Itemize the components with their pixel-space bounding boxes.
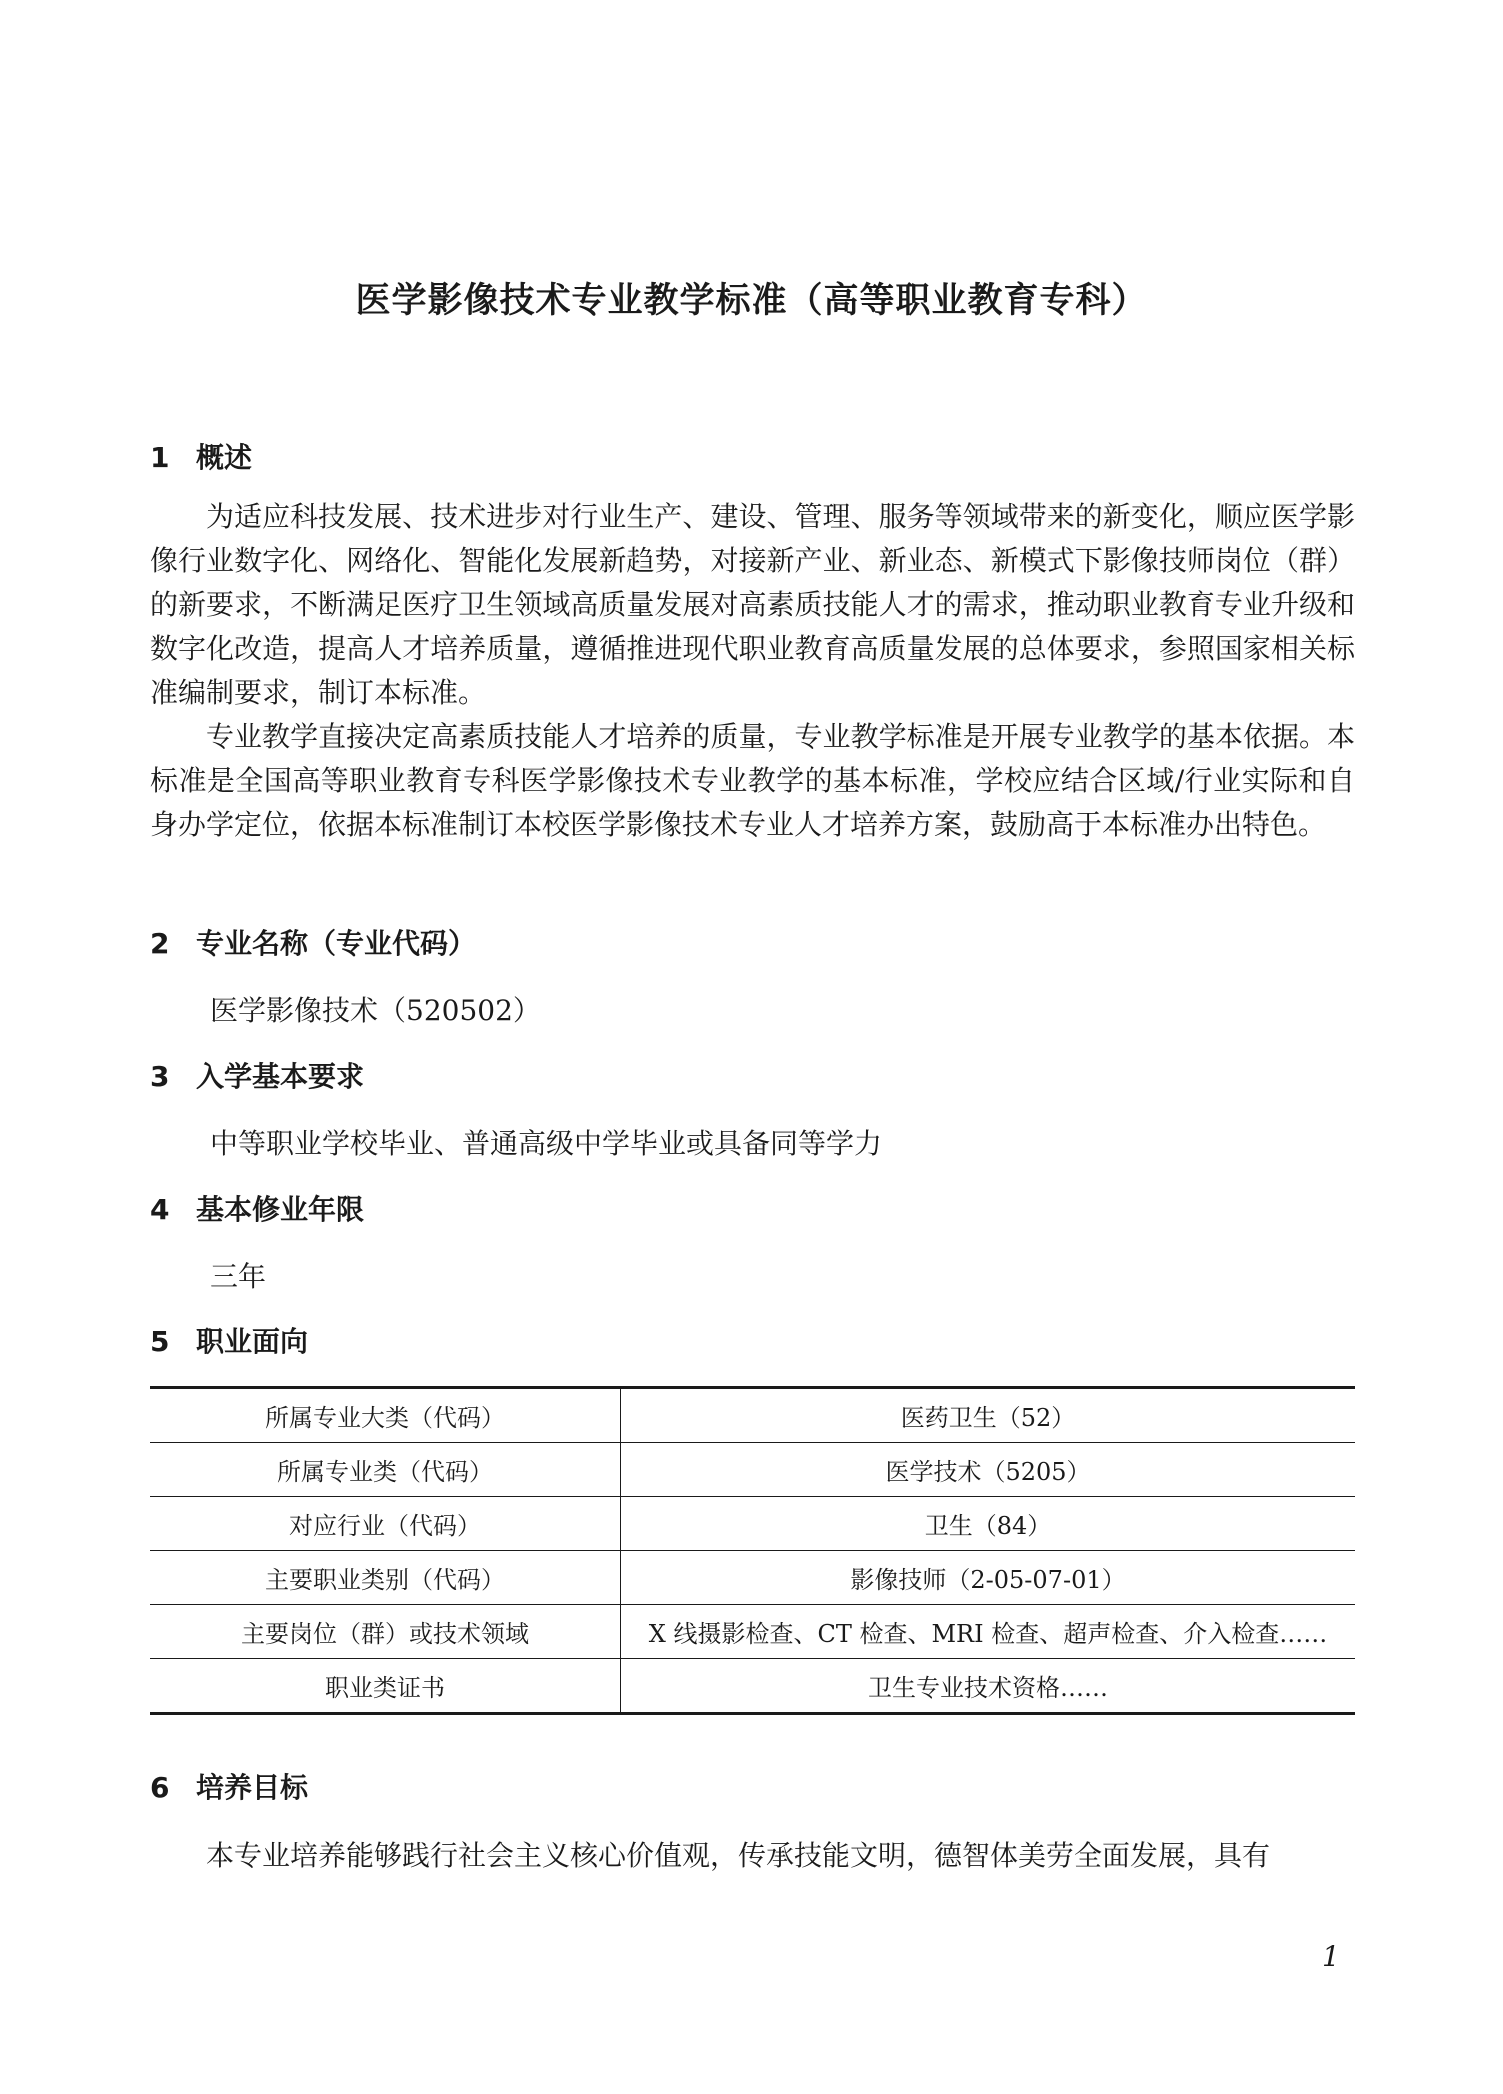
table-cell-value: X 线摄影检查、CT 检查、MRI 检查、超声检查、介入检查…… <box>621 1605 1356 1659</box>
section-6-paragraph-1: 本专业培养能够践行社会主义核心价值观，传承技能文明，德智体美劳全面发展，具有 <box>206 1839 1271 1872</box>
table-cell-label: 所属专业类（代码） <box>150 1443 621 1497</box>
section-4-title: 基本修业年限 <box>196 1193 365 1226</box>
page-number: 1 <box>1322 1940 1340 1973</box>
section-5-number: 5 <box>150 1325 170 1358</box>
section-2-content: 医学影像技术（520502） <box>210 994 541 1027</box>
section-2-number: 2 <box>150 927 170 960</box>
table-row <box>150 1388 1355 1443</box>
section-6-heading <box>150 1768 308 1808</box>
table-cell-label: 主要职业类别（代码） <box>150 1551 621 1605</box>
section-1-title: 概述 <box>196 441 253 474</box>
section-3-number: 3 <box>150 1060 170 1093</box>
table-cell-value: 医药卫生（52） <box>900 1404 1076 1432</box>
table-cell-value: 医学技术（5205） <box>621 1443 1356 1497</box>
document-title: 医学影像技术专业教学标准（高等职业教育专科） <box>355 280 1148 321</box>
section-1-number: 1 <box>150 441 170 474</box>
section-4-content: 三年 <box>210 1260 267 1293</box>
section-6-number: 6 <box>150 1771 170 1804</box>
table-cell-label: 对应行业（代码） <box>150 1497 621 1551</box>
table-cell-value: 卫生（84） <box>621 1497 1356 1551</box>
table-cell-label: 主要岗位（群）或技术领域 <box>150 1605 621 1659</box>
table-cell-label: 所属专业大类（代码） <box>150 1388 621 1443</box>
section-3-content: 中等职业学校毕业、普通高级中学毕业或具备同等学力 <box>210 1127 883 1160</box>
table-cell-label: 职业类证书 <box>150 1659 621 1714</box>
section-5-heading <box>150 1322 308 1362</box>
table-row <box>150 1659 1355 1714</box>
table-row <box>150 1551 1355 1605</box>
career-orientation-table <box>150 1386 1355 1715</box>
section-3-title: 入学基本要求 <box>196 1060 365 1093</box>
section-2-heading <box>150 924 476 964</box>
section-2-title: 专业名称（专业代码） <box>196 927 477 960</box>
table-cell-value: 卫生专业技术资格…… <box>621 1659 1356 1714</box>
section-1-heading <box>150 438 252 478</box>
table-cell-value: 影像技师（2-05-07-01） <box>621 1551 1356 1605</box>
section-4-number: 4 <box>150 1193 170 1226</box>
table-row <box>150 1605 1355 1659</box>
section-5-title: 职业面向 <box>196 1325 309 1358</box>
table-row <box>150 1497 1355 1551</box>
section-4-heading <box>150 1190 364 1230</box>
section-6-title: 培养目标 <box>196 1771 309 1804</box>
section-3-heading <box>150 1057 364 1097</box>
section-1-paragraph-2: 专业教学直接决定高素质技能人才培养的质量，专业教学标准是开展专业教学的基本依据。本标准是全国高等职业教育专科医学影像技术专业教学的基本标准，学校应结合区域/行业实际和自身办学定位，依据本标准制订本校医学影像技术专业人才培养方案，鼓励高于本标准办出特色。 <box>150 720 1355 841</box>
section-1-paragraph-1: 为适应科技发展、技术进步对行业生产、建设、管理、服务等领域带来的新变化，顺应医学影像行业数字化、网络化、智能化发展新趋势，对接新产业、新业态、新模式下影像技师岗位（群）的新要求，不断满足医疗卫生领域高质量发展对高素质技能人才的需求，推动职业教育专业升级和数字化改造，提高人才培养质量，遵循推进现代职业教育高质量发展的总体要求，参照国家相关标准编制要求，制订本标准。 <box>150 500 1355 709</box>
table-row <box>150 1443 1355 1497</box>
